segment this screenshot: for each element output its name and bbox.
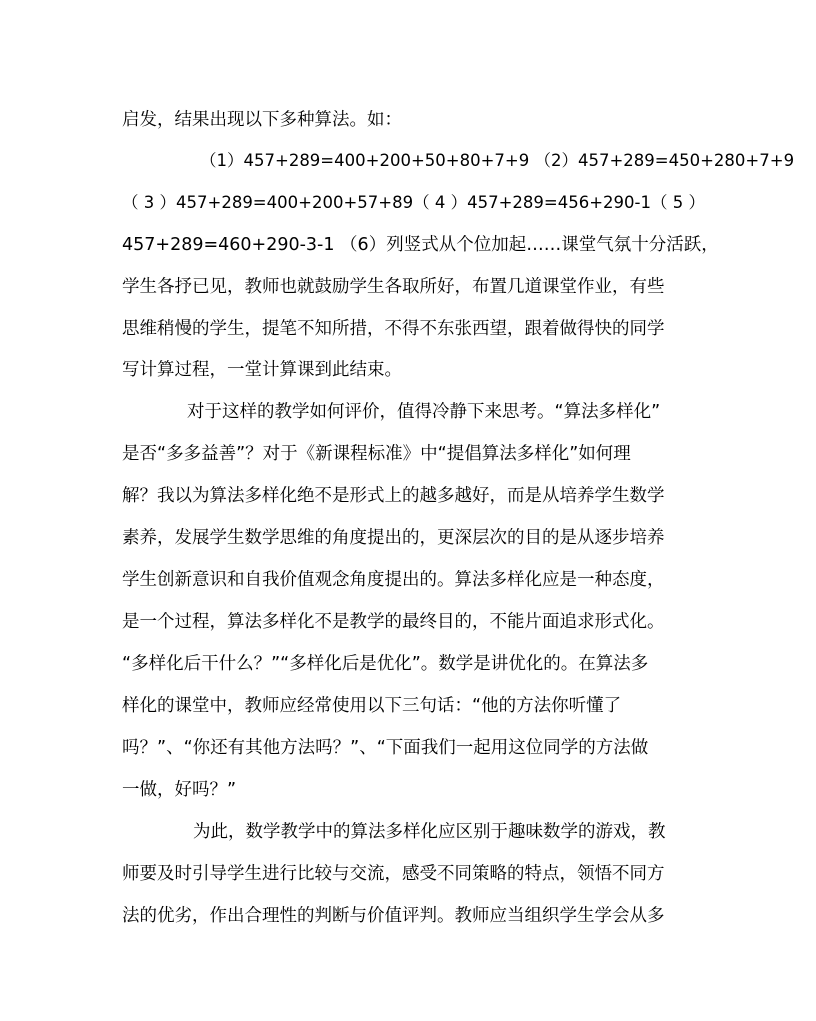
- formula-index-4: （ 4 ）: [413, 193, 468, 212]
- text-line: 样化的课堂中，教师应经常使用以下三句话：“他的方法你听懂了: [122, 696, 622, 716]
- text-line: 学生创新意识和自我价值观念角度提出的。算法多样化应是一种态度，: [122, 570, 665, 590]
- formula-index-3: （ 3 ）: [122, 193, 176, 212]
- text-line: 是一个过程，算法多样化不是教学的最终目的，不能片面追求形式化。: [122, 612, 665, 632]
- formula-index-5: （ 5 ）: [651, 193, 705, 212]
- text-line: 吗？”、“你还有其他方法吗？”、“下面我们一起用这位同学的方法做: [122, 738, 649, 758]
- formula-4: 457+289=456+290-1: [467, 193, 651, 212]
- text-line: 为此，数学教学中的算法多样化应区别于趣味数学的游戏，教: [193, 822, 666, 842]
- text-line: 法的优劣，作出合理性的判断与价值评判。教师应当组织学生学会从多: [122, 906, 665, 926]
- text-line: 457+289=460+290-3-1 （6）列竖式从个位加起……课堂气氛十分活跃，: [122, 235, 719, 255]
- formula-line-justified: [122, 192, 705, 214]
- text-line: 解？我以为算法多样化绝不是形式上的越多越好，而是从培养学生数学: [122, 486, 665, 506]
- text-line: “多样化后干什么？”“多样化后是优化”。数学是讲优化的。在算法多: [122, 654, 649, 674]
- text-line: 启发，结果出现以下多种算法。如：: [122, 110, 402, 130]
- text-line: 一做，好吗？”: [122, 780, 237, 800]
- text-line: 学生各抒已见，教师也就鼓励学生各取所好，布置几道课堂作业，有些: [122, 277, 665, 297]
- formula-3: 457+289=400+200+57+89: [176, 193, 414, 212]
- text-line: 素养，发展学生数学思维的角度提出的，更深层次的目的是从逐步培养: [122, 528, 665, 548]
- text-line: 是否“多多益善”？对于《新课程标准》中“提倡算法多样化”如何理: [122, 444, 631, 464]
- text-line: 师要及时引导学生进行比较与交流，感受不同策略的特点，领悟不同方: [122, 864, 665, 884]
- text-line: 对于这样的教学如何评价，值得冷静下来思考。“算法多样化”: [187, 402, 661, 422]
- text-line: 思维稍慢的学生，提笔不知所措，不得不东张西望，跟着做得快的同学: [122, 319, 665, 339]
- text-line: 写计算过程，一堂计算课到此结束。: [122, 360, 402, 380]
- formula-line: （1）457+289=400+200+50+80+7+9 （2）457+289=450+280+7+9: [200, 151, 795, 170]
